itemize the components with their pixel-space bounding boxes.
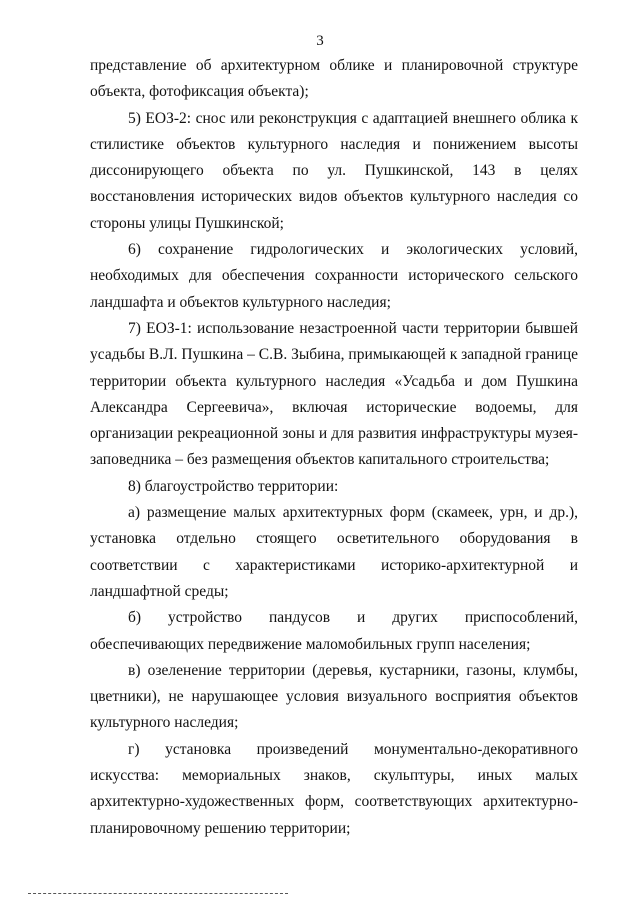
paragraph-continuation: представление об архитектурном облике и планировочной структуре объекта, фотофиксация объекта); bbox=[90, 57, 578, 101]
paragraph-item-5: 5) ЕОЗ-2: снос или реконструкция с адаптацией внешнего облика к стилистике объектов культурного наследия и понижением высоты диссонирующего объекта по ул. Пушкинской, 143 в целях восстановления исторических видов объектов культурного наследия со стороны улицы Пушкинской; bbox=[90, 109, 578, 232]
scan-edge-divider bbox=[28, 893, 288, 894]
paragraph-subitem-a: а) размещение малых архитектурных форм (скамеек, урн, и др.), установка отдельно стоящего осветительного оборудования в соответствии с характеристиками историко-архитектурной и ландшафтной среды; bbox=[90, 504, 578, 600]
document-body bbox=[90, 53, 578, 842]
paragraph-subitem-v: в) озеленение территории (деревья, кустарники, газоны, клумбы, цветники), не нарушающее условия визуального восприятия объектов культурного наследия; bbox=[90, 661, 578, 732]
paragraph-item-7: 7) ЕОЗ-1: использование незастроенной части территории бывшей усадьбы В.Л. Пушкина – С.В. Зыбина, примыкающей к западной границе территории объекта культурного наследия «Усадьба и дом Пушкина Александра Сергеевича», включая исторические водоемы, для организации рекреационной зоны и для развития инфраструктуры музея-заповедника – без размещения объектов капитального строительства; bbox=[90, 319, 578, 469]
paragraph-item-6: 6) сохранение гидрологических и экологических условий, необходимых для обеспечения сохранности исторического сельского ландшафта и объектов культурного наследия; bbox=[90, 241, 578, 311]
paragraph-item-8: 8) благоустройство территории: bbox=[128, 477, 339, 495]
paragraph-subitem-g: г) установка произведений монументально-декоративного искусства: мемориальных знаков, скульптуры, иных малых архитектурно-художественных форм, соответствующих архитектурно-планировочному решению территории; bbox=[90, 740, 578, 837]
paragraph-subitem-b: б) устройство пандусов и других приспособлений, обеспечивающих передвижение маломобильных групп населения; bbox=[90, 609, 578, 653]
page-number: 3 bbox=[316, 33, 324, 49]
